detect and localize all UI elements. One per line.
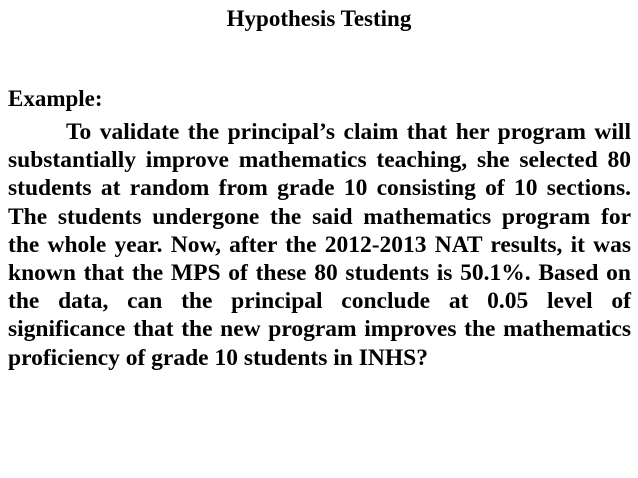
example-paragraph: To validate the principal’s claim that her program will substantially improve mathematics teaching, she selected 80 students at random from grade 10 consisting of 10 sections. The students undergone the said mathematics program for the whole year. Now, after the 2012-2013 NAT results, it was known that the MPS of these 80 students is 50.1%. Based on the data, can the principal conclude at 0.05 level of significance that the new program improves the mathematics proficiency of grade 10 students in INHS? [8, 119, 631, 371]
slide-title: Hypothesis Testing [226, 6, 412, 31]
example-heading: Example: [8, 86, 103, 111]
